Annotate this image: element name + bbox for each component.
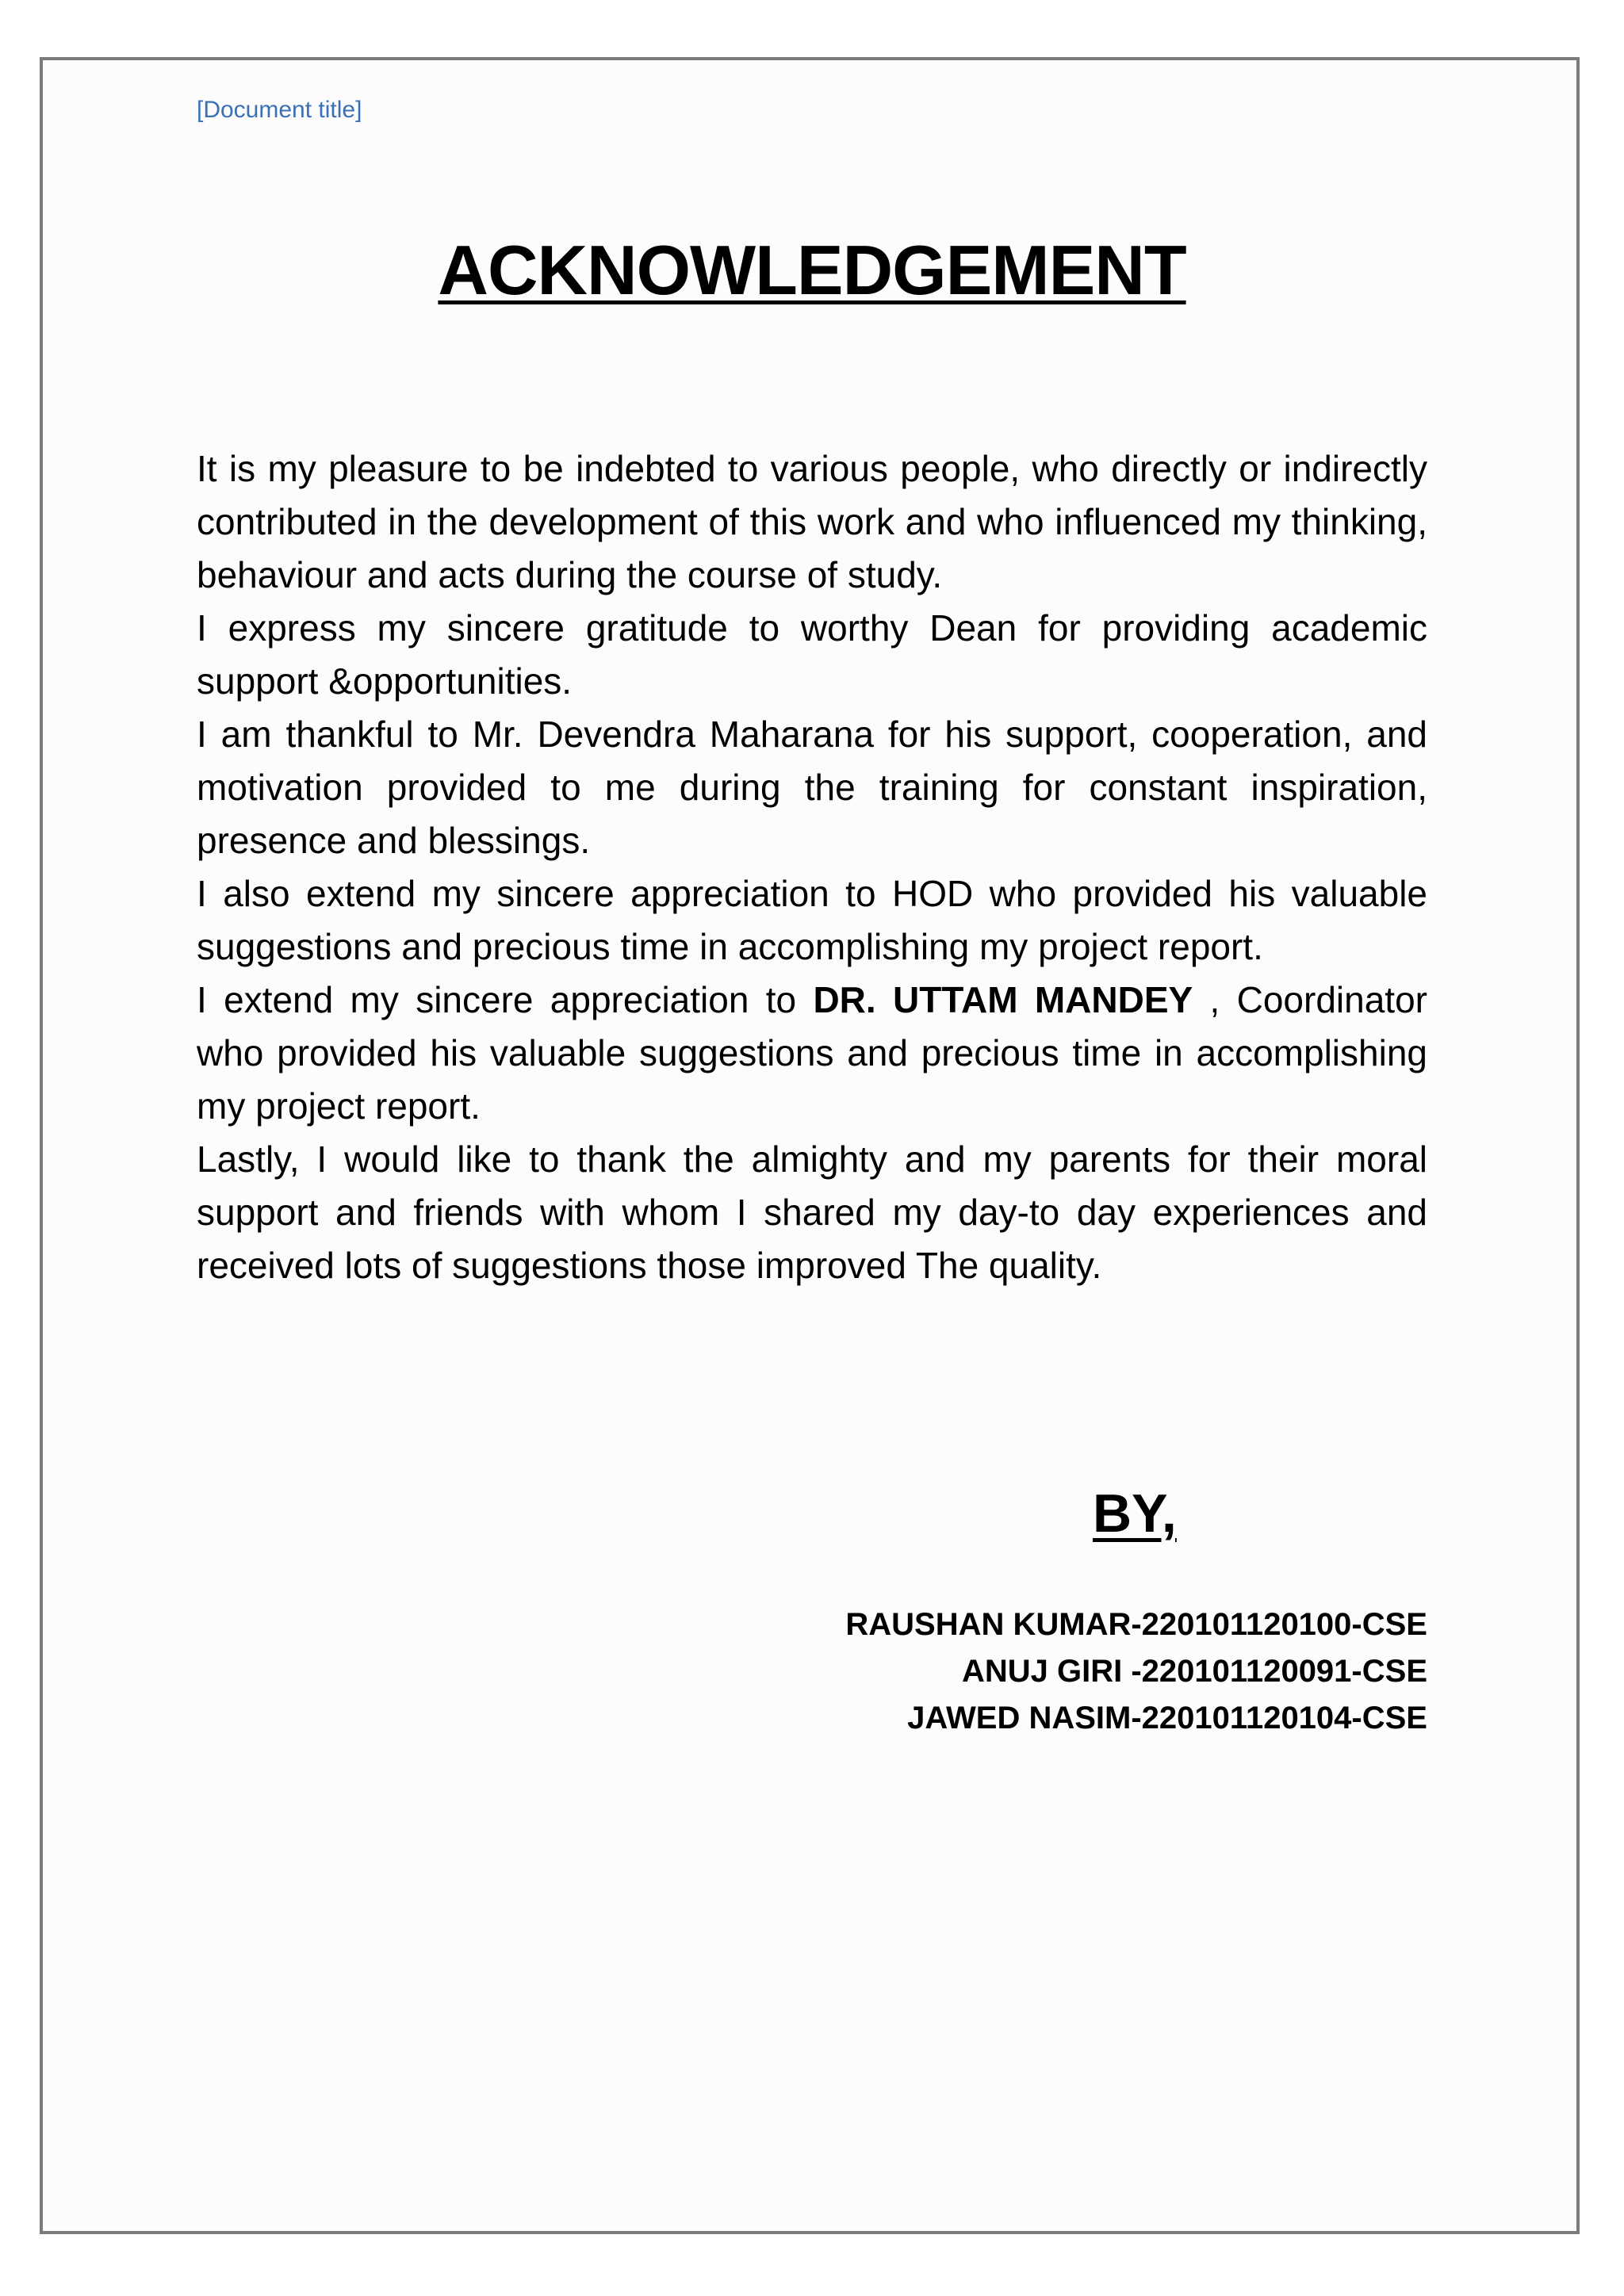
paragraph-4: I also extend my sincere appreciation to HOD who provided his valuable suggestions and precious time in accomplishing my project report.: [197, 873, 1427, 967]
author-list: [845, 1601, 1427, 1742]
paragraph-1: It is my pleasure to be indebted to various people, who directly or indirectly contributed in the development of this work and who influenced my thinking, behaviour and acts during the course of study.: [197, 448, 1427, 595]
by-label: BY,: [1093, 1483, 1177, 1544]
document-title-placeholder[interactable]: [Document title]: [197, 97, 362, 123]
page-title-text: ACKNOWLEDGEMENT: [438, 231, 1186, 309]
acknowledgement-body: [197, 442, 1427, 1292]
paragraph-6: Lastly, I would like to thank the almighty and my parents for their moral support and friends with whom I shared my day-to day experiences and received lots of suggestions those improved The quality.: [197, 1138, 1427, 1286]
paragraph-5-start: I extend my sincere appreciation to: [197, 979, 814, 1020]
author-line: RAUSHAN KUMAR-220101120100-CSE: [845, 1607, 1427, 1642]
paragraph-3: I am thankful to Mr. Devendra Maharana for his support, cooperation, and motivation provided to me during the training for constant inspiration, presence and blessings.: [197, 714, 1427, 861]
author-line: JAWED NASIM-220101120104-CSE: [907, 1701, 1427, 1735]
author-line: ANUJ GIRI -220101120091-CSE: [962, 1654, 1427, 1689]
page-title: [0, 230, 1624, 311]
coordinator-name: DR. UTTAM MANDEY: [813, 979, 1193, 1020]
paragraph-5-end: , Coordinator who provided his valuable suggestions and precious time in accomplishing my project report.: [197, 979, 1427, 1127]
paragraph-2: I express my sincere gratitude to worthy Dean for providing academic support &opportunities.: [197, 607, 1427, 702]
paragraph-5: [197, 974, 1427, 1133]
